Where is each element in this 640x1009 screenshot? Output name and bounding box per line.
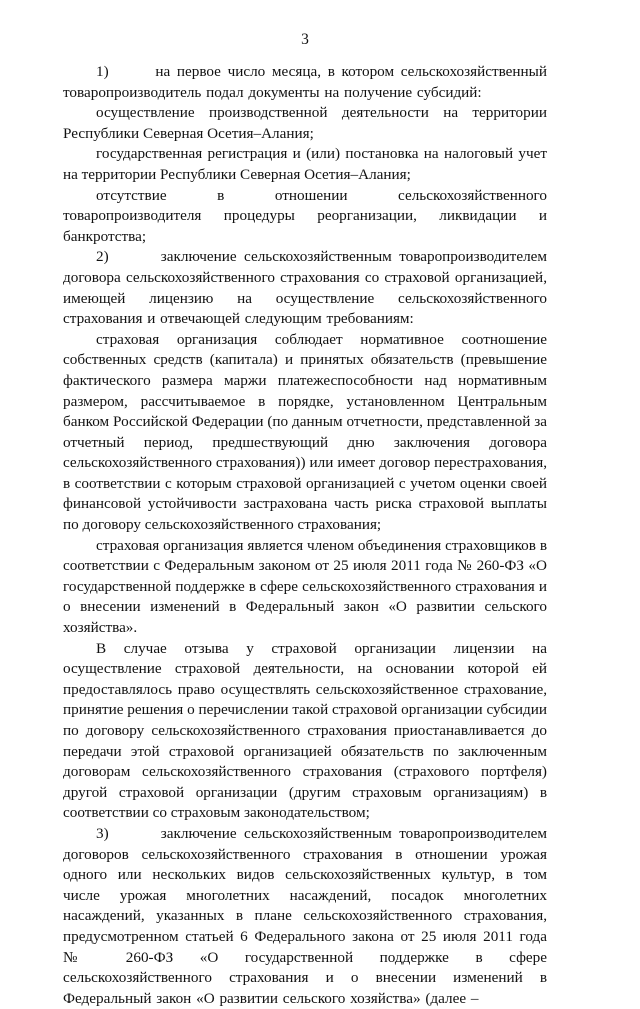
paragraph-insurers-association: страховая организация является членом объединения страховщиков в соответствии с Федеральным законом от 25 июля 2011 года № 260-ФЗ «О государственной поддержке в сфере сельскохозяйственного страхования и о внесении изменений в Федеральный закон «О развитии сельского хозяйства». [63,536,547,637]
document-body [63,62,547,1009]
paragraph-registration: государственная регистрация и (или) постановка на налоговый учет на территории Республики Северная Осетия–Алания; [63,145,547,183]
paragraph-license-revocation: В случае отзыва у страховой организации лицензии на осуществление страховой деятельности, на основании которой ей предоставлялось право осуществлять сельскохозяйственное страхование, принятие решения о перечислении такой страховой организации субсидии по договору сельскохозяйственного страхования приостанавливается до передачи этой страховой организацией обязательств по заключенным договорам сельскохозяйственного страхования (страхового портфеля) другой страховой организации (другим страховым организациям) в соответствии со страховым законодательством; [63,639,547,822]
page-number: 3 [301,31,309,48]
paragraph-territory: осуществление производственной деятельности на территории Республики Северная Осетия–Алания; [63,104,547,142]
paragraph-item-2: 2) заключение сельскохозяйственным товаропроизводителем договора сельскохозяйственного страхования со страховой организацией, имеющей лицензию на осуществление сельскохозяйственного страхования и отвечающей следующим требованиям: [63,248,547,328]
paragraph-capital-ratio: страховая организация соблюдает нормативное соотношение собственных средств (капитала) и принятых обязательств (превышение фактического размера маржи платежеспособности над нормативным размером, рассчитываемое в порядке, установленном Центральным банком Российской Федерации (по данным отчетности, представленной за отчетный период, предшествующий дню заключения договора сельскохозяйственного страхования)) или имеет договор перестрахования, в соответствии с которым страховой организацией с учетом оценки своей финансовой устойчивости застрахована часть риска страховой выплаты по договору сельскохозяйственного страхования; [63,330,547,534]
paragraph-item-3: 3) заключение сельскохозяйственным товаропроизводителем договоров сельскохозяйственного страхования в отношении урожая одного или нескольких видов сельскохозяйственных культур, в том числе урожая многолетних насаждений, посадок многолетних насаждений, указанных в плане сельскохозяйственного страхования, предусмотренном статьей 6 Федерального закона от 25 июля 2011 года № 260-ФЗ «О государственной поддержке в сфере сельскохозяйственного страхования и о внесении изменений в Федеральный закон «О развитии сельского хозяйства» (далее – [63,824,547,1007]
paragraph-no-bankruptcy: отсутствие в отношении сельскохозяйственного товаропроизводителя процедуры реорганизации, ликвидации и банкротства; [63,186,547,245]
paragraph-item-1: 1) на первое число месяца, в котором сельскохозяйственный товаропроизводитель подал документы на получение субсидий: [63,63,547,101]
